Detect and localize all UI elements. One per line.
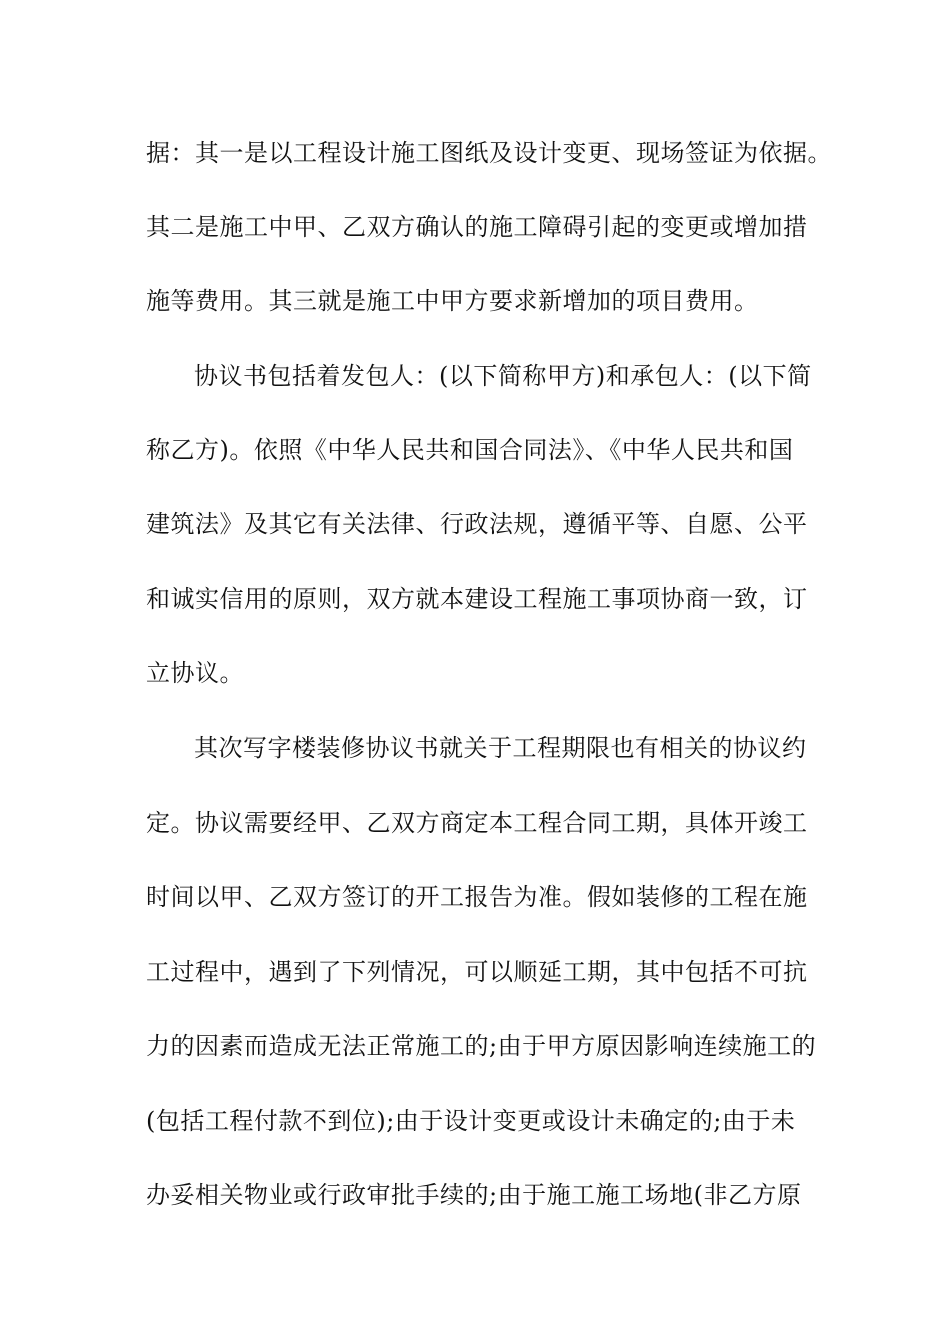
text-line: 建筑法》及其它有关法律、行政法规，遵循平等、自愿、公平 xyxy=(146,510,808,538)
text-line: 立协议。 xyxy=(146,659,244,687)
text-line: 时间以甲、乙双方签订的开工报告为准。假如装修的工程在施 xyxy=(146,883,808,911)
paragraph-start-line: 协议书包括着发包人：(以下简称甲方)和承包人：(以下简 xyxy=(194,362,812,390)
text-line: 称乙方)。依照《中华人民共和国合同法》、《中华人民共和国 xyxy=(146,436,794,464)
text-line: 施等费用。其三就是施工中甲方要求新增加的项目费用。 xyxy=(146,287,759,315)
text-line: 据：其一是以工程设计施工图纸及设计变更、现场签证为依据。 xyxy=(146,139,832,167)
text-line: 其二是施工中甲、乙双方确认的施工障碍引起的变更或增加措 xyxy=(146,213,808,241)
text-line: 定。协议需要经甲、乙双方商定本工程合同工期，具体开竣工 xyxy=(146,809,808,837)
text-line: 和诚实信用的原则，双方就本建设工程施工事项协商一致，订 xyxy=(146,585,808,613)
text-line: (包括工程付款不到位);由于设计变更或设计未确定的;由于未 xyxy=(146,1107,796,1135)
text-line: 工过程中，遇到了下列情况，可以顺延工期，其中包括不可抗 xyxy=(146,958,808,986)
text-line: 办妥相关物业或行政审批手续的;由于施工施工场地(非乙方原 xyxy=(146,1181,802,1209)
paragraph-start-line: 其次写字楼装修协议书就关于工程期限也有相关的协议约 xyxy=(194,734,807,762)
text-line: 力的因素而造成无法正常施工的;由于甲方原因影响连续施工的 xyxy=(146,1032,817,1060)
